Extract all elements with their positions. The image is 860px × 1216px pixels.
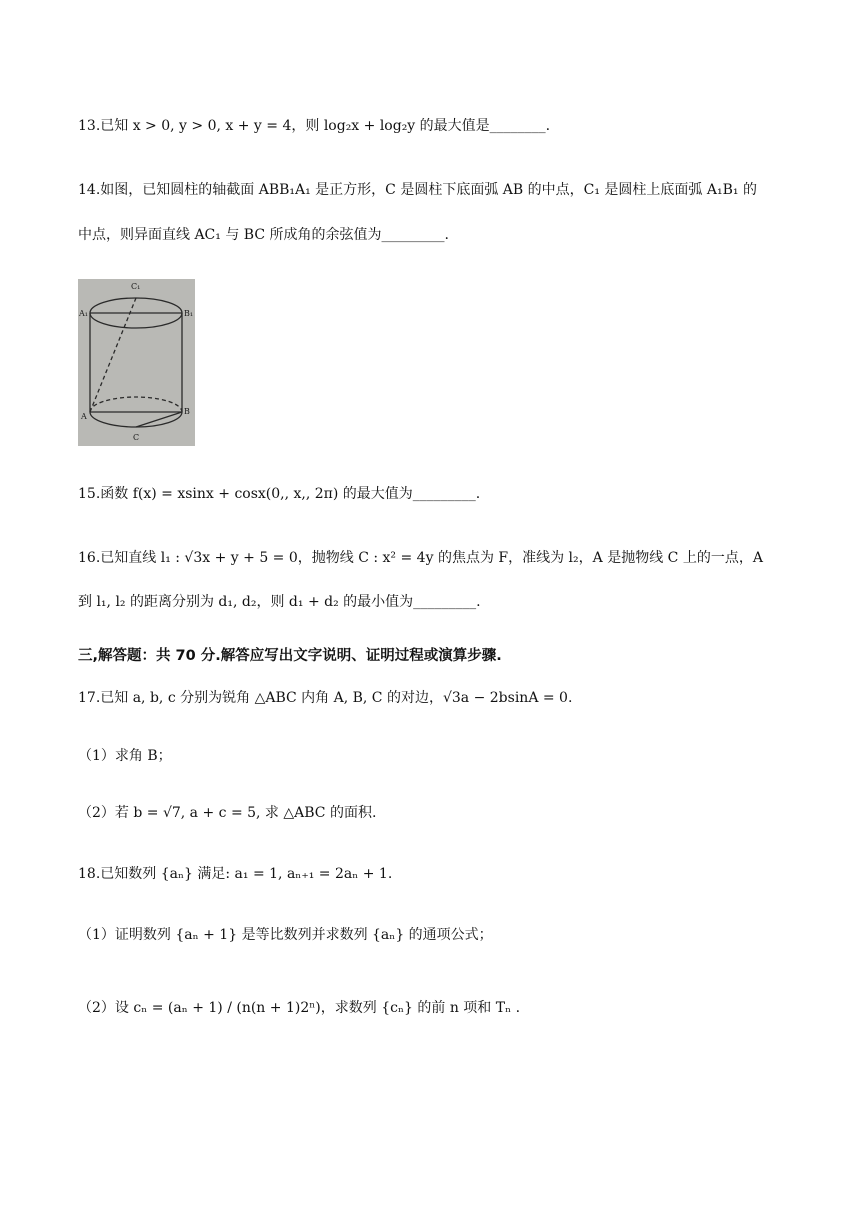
question-16-line-2: 到 l₁, l₂ 的距离分别为 d₁, d₂，则 d₁ + d₂ 的最小值为_________.	[78, 594, 481, 610]
question-15: 15.函数 f(x) = xsinx + cosx(0,, x,, 2π) 的最大值为_________.	[78, 486, 481, 502]
label-b: B	[184, 407, 190, 416]
problem-17: 17.已知 a, b, c 分别为锐角 △ABC 内角 A, B, C 的对边，√3a − 2bsinA = 0.	[78, 690, 573, 706]
question-14-line-1: 14.如图，已知圆柱的轴截面 ABB₁A₁ 是正方形，C 是圆柱下底面弧 AB 的中点，C₁ 是圆柱上底面弧 A₁B₁ 的	[78, 182, 757, 198]
label-a1: A₁	[79, 309, 88, 318]
question-14-line-2: 中点，则异面直线 AC₁ 与 BC 所成角的余弦值为_________.	[78, 227, 449, 243]
problem-17-part-2: （2）若 b = √7, a + c = 5, 求 △ABC 的面积.	[78, 805, 377, 821]
question-16-line-1: 16.已知直线 l₁ : √3x + y + 5 = 0，抛物线 C : x² = 4y 的焦点为 F，准线为 l₂，A 是抛物线 C 上的一点，A	[78, 550, 763, 566]
label-a: A	[81, 412, 87, 421]
question-13: 13.已知 x > 0, y > 0, x + y = 4，则 log₂x + log₂y 的最大值是________.	[78, 118, 551, 134]
problem-18-part-2: （2）设 cₙ = (aₙ + 1) / (n(n + 1)2ⁿ)，求数列 {cₙ} 的前 n 项和 Tₙ .	[78, 1000, 521, 1016]
label-b1: B₁	[184, 309, 194, 318]
label-c: C	[133, 433, 140, 442]
problem-18: 18.已知数列 {aₙ} 满足: a₁ = 1, aₙ₊₁ = 2aₙ + 1.	[78, 866, 393, 882]
label-c1: C₁	[131, 282, 141, 291]
problem-18-part-1: （1）证明数列 {aₙ + 1} 是等比数列并求数列 {aₙ} 的通项公式；	[78, 927, 493, 943]
cylinder-figure	[78, 279, 195, 446]
section-heading: 三,解答题：共 70 分.解答应写出文字说明、证明过程或演算步骤.	[78, 648, 502, 664]
problem-17-part-1: （1）求角 B；	[78, 748, 172, 764]
